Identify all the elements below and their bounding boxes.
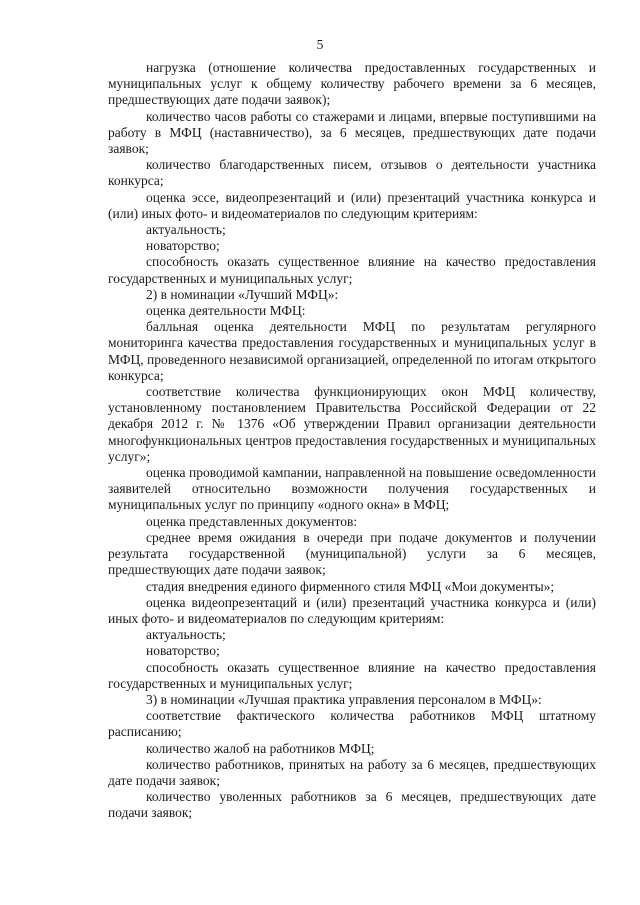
- paragraph: соответствие количества функционирующих окон МФЦ количеству, установленному постановлением Правительства Российской Федерации от 22 декабря 2012 г. № 1376 «Об утверждении Правил организации деятельности многофункциональных центров предоставления государственных и муниципальных услуг»;: [108, 384, 596, 464]
- paragraph: количество уволенных работников за 6 месяцев, предшествующих дате подачи заявок;: [108, 789, 596, 821]
- paragraph: оценка эссе, видеопрезентаций и (или) презентаций участника конкурса и (или) иных фото- и видеоматериалов по следующим критериям:: [108, 189, 596, 221]
- nomination-heading: 2) в номинации «Лучший МФЦ»:: [146, 286, 339, 302]
- paragraph: стадия внедрения единого фирменного стиля МФЦ «Мои документы»;: [146, 578, 555, 594]
- paragraph: количество благодарственных писем, отзывов о деятельности участника конкурса;: [108, 157, 596, 189]
- paragraph: новаторство;: [146, 643, 220, 659]
- nomination-heading: 3) в номинации «Лучшая практика управления персоналом в МФЦ»:: [146, 691, 542, 707]
- paragraph: нагрузка (отношение количества предоставленных государственных и муниципальных услуг к общему количеству рабочего времени за 6 месяцев, предшествующих дате подачи заявок);: [108, 60, 596, 108]
- paragraph: количество работников, принятых на работу за 6 месяцев, предшествующих дате подачи заявок;: [108, 756, 596, 788]
- paragraph: оценка деятельности МФЦ:: [146, 303, 306, 319]
- page-number: 5: [316, 37, 324, 52]
- paragraph: соответствие фактического количества работников МФЦ штатному расписанию;: [108, 708, 596, 740]
- paragraph: способность оказать существенное влияние на качество предоставления государственных и муниципальных услуг;: [108, 659, 596, 691]
- paragraph: среднее время ожидания в очереди при подаче документов и получении результата государственной (муниципальной) услуги за 6 месяцев, предшествующих дате подачи заявок;: [108, 529, 596, 578]
- document-body: [108, 60, 596, 822]
- paragraph: оценка проводимой кампании, направленной на повышение осведомленности заявителей относительно возможности получения государственных и муниципальных услуг по принципу «одного окна» в МФЦ;: [108, 465, 596, 513]
- paragraph: оценка представленных документов:: [146, 513, 358, 529]
- paragraph: количество часов работы со стажерами и лицами, впервые поступившими на работу в МФЦ (наставничество), за 6 месяцев, предшествующих дате подачи заявок;: [108, 108, 596, 157]
- paragraph: способность оказать существенное влияние на качество предоставления государственных и муниципальных услуг;: [108, 254, 596, 286]
- paragraph: оценка видеопрезентаций и (или) презентаций участника конкурса и (или) иных фото- и видеоматериалов по следующим критериям:: [108, 594, 596, 626]
- paragraph: балльная оценка деятельности МФЦ по результатам регулярного мониторинга качества предоставления государственных и муниципальных услуг в МФЦ, проведенного независимой организацией, определенной по итогам открытого конкурса;: [108, 319, 596, 383]
- paragraph: актуальность;: [146, 627, 226, 643]
- paragraph: количество жалоб на работников МФЦ;: [146, 740, 375, 756]
- paragraph: актуальность;: [146, 222, 226, 238]
- paragraph: новаторство;: [146, 238, 220, 254]
